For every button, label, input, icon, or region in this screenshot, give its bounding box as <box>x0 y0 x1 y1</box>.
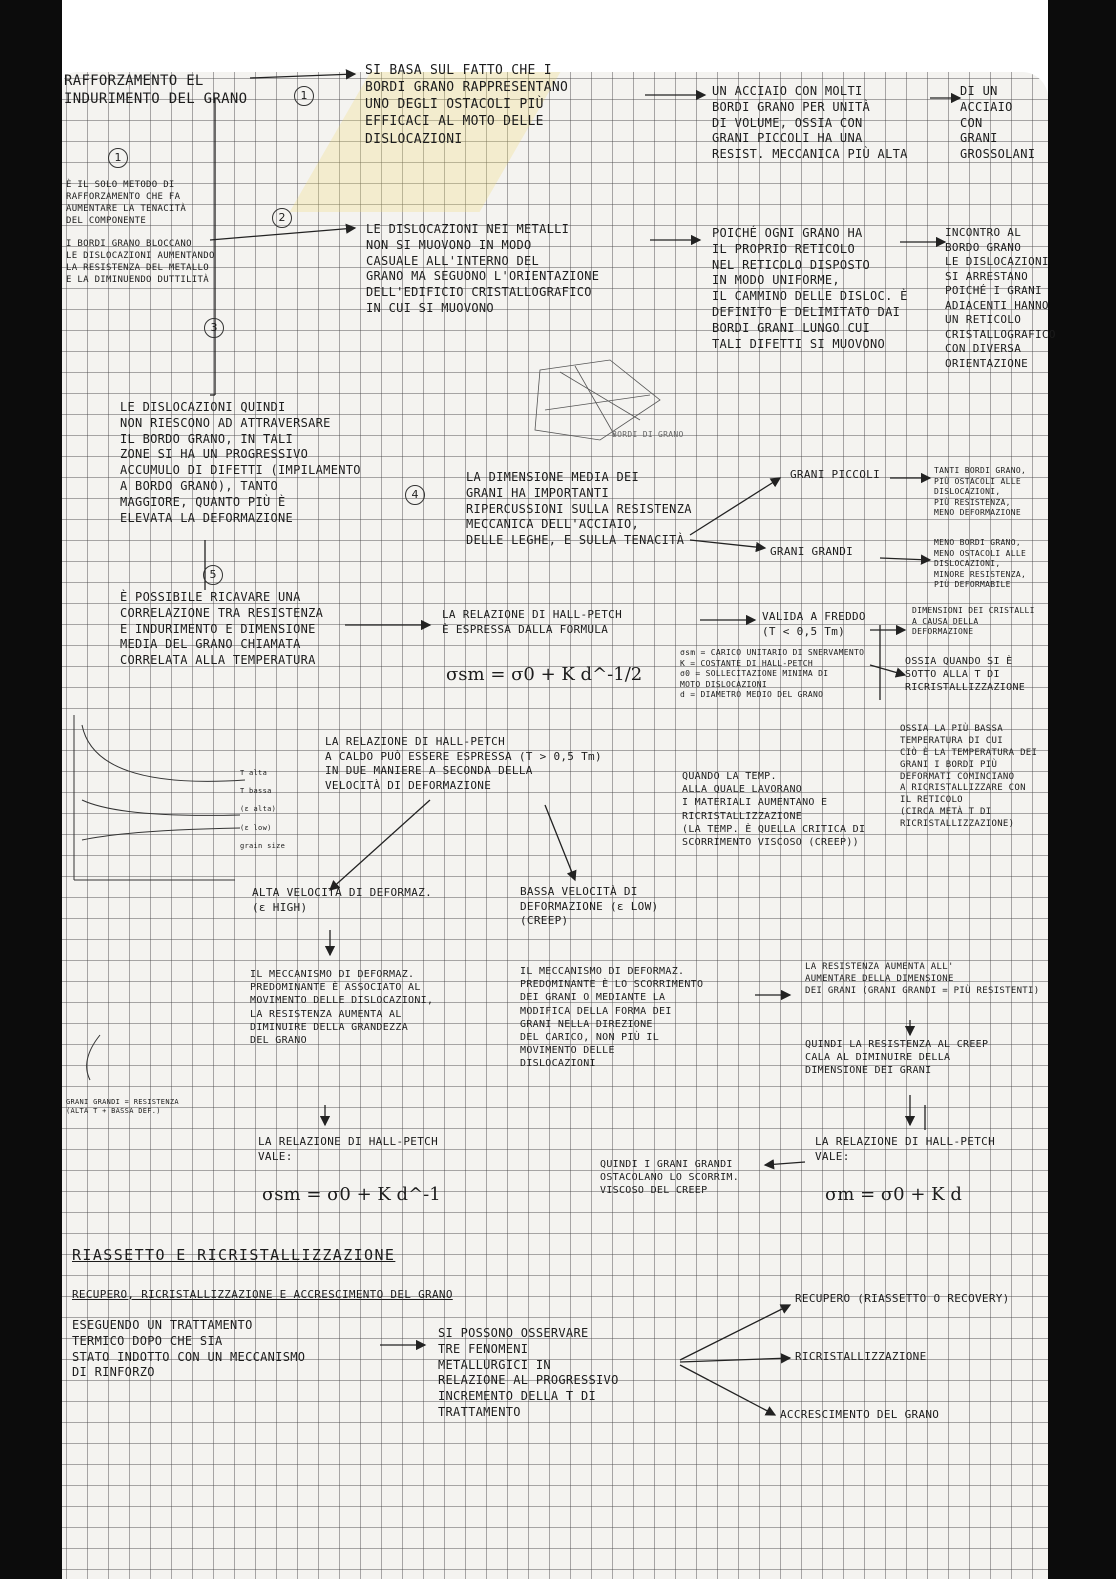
item-accrescimento: ACCRESCIMENTO DEL GRANO <box>780 1408 940 1421</box>
item-ricristallizzazione: RICRISTALLIZZAZIONE <box>795 1350 927 1363</box>
note-poiche: POICHÉ OGNI GRANO HA IL PROPRIO RETICOLO NEL RETICOLO DISPOSTO IN MODO UNIFORME, IL CAMMINO DELLE DISLOC. È DEFINITO E DELIMITATO DAI BORDI GRANI LUNGO CUI TALI DIFETTI SI MUOVONO <box>712 226 908 351</box>
note-cristalli: DIMENSIONI DEI CRISTALLI A CAUSA DELLA DEFORMAZIONE <box>912 606 1035 637</box>
note-resistenza-aumenta: LA RESISTENZA AUMENTA ALL' AUMENTARE DELLA DIMENSIONE DEI GRANI (GRANI GRANDI = PIÙ RESISTENTI) <box>805 962 1040 996</box>
note-bassa-velocita: BASSA VELOCITÀ DI DEFORMAZIONE (ε LOW) (CREEP) <box>520 885 659 928</box>
note-temperatura-creep: OSSIA LA PIÙ BASSA TEMPERATURA DI CUI CIÒ È LA TEMPERATURA DEI GRANI I BORDI PIÙ DEFORMATI COMINCIANO A RICRISTALLIZZARE CON IL RETICOLO (CIRCA METÀ T DI RICRISTALLIZZAZIONE) <box>900 724 1038 829</box>
note-hall-petch-vale-left: LA RELAZIONE DI HALL-PETCH VALE: <box>258 1135 438 1163</box>
note-correlazione: È POSSIBILE RICAVARE UNA CORRELAZIONE TRA RESISTENZA E INDURIMENTO E DIMENSIONE MEDIA DEL GRANO CHIAMATA CORRELATA ALLA TEMPERATURA <box>120 590 324 668</box>
formula-hall-petch-bassa: σm = σ0 + K d <box>825 1184 962 1205</box>
note-dimensione-media: LA DIMENSIONE MEDIA DEI GRANI HA IMPORTANTI RIPERCUSSIONI SULLA RESISTENZA MECCANICA DELL'ACCIAIO, DELLE LEGHE, E SULLA TENACITÀ <box>466 470 692 548</box>
note-hall-petch-vale-right: LA RELAZIONE DI HALL-PETCH VALE: <box>815 1135 995 1163</box>
note-accumulo: LE DISLOCAZIONI QUINDI NON RIESCONO AD ATTRAVERSARE IL BORDO GRANO, IN TALI ZONE SI HA UN PROGRESSIVO ACCUMULO DI DIFETTI (IMPILAMENTO A BORDO GRANO), TANTO MAGGIORE, QUANTO PIÙ È ELEVATA LA DEFORMAZIONE <box>120 400 361 525</box>
note-creep: QUINDI LA RESISTENZA AL CREEP CALA AL DIMINUIRE DELLA DIMENSIONE DEI GRANI <box>805 1039 989 1077</box>
step-number: 4 <box>405 485 425 505</box>
step-number: 5 <box>203 565 223 585</box>
note-bordi-grano: SI BASA SUL FATTO CHE I BORDI GRANO RAPPRESENTANO UNO DEGLI OSTACOLI PIÙ EFFICACI AL MOTO DELLE DISLOCAZIONI <box>365 63 569 147</box>
note-grani-grandi-small: GRANI GRANDI = RESISTENZA (ALTA T + BASSA DEF.) <box>66 1098 179 1116</box>
note-trattamento: ESEGUENDO UN TRATTAMENTO TERMICO DOPO CHE SIA STATO INDOTTO CON UN MECCANISMO DI RINFORZO <box>72 1318 306 1380</box>
section-heading: RIASSETTO E RICRISTALLIZZAZIONE <box>72 1246 396 1264</box>
section-subheading: RECUPERO, RICRISTALLIZZAZIONE E ACCRESCIMENTO DEL GRANO <box>72 1288 453 1301</box>
note-fenomeni: SI POSSONO OSSERVARE TRE FENOMENI METALLURGICI IN RELAZIONE AL PROGRESSIVO INCREMENTO DELLA T DI TRATTAMENTO <box>438 1326 619 1420</box>
label-grani-piccoli: GRANI PICCOLI <box>790 468 880 481</box>
item-recupero: RECUPERO (RIASSETTO O RECOVERY) <box>795 1292 1010 1305</box>
note-alta-velocita: ALTA VELOCITÀ DI DEFORMAZ. (ε HIGH) <box>252 886 432 914</box>
step-number: 2 <box>272 208 292 228</box>
formula-hall-petch: σsm = σ0 + K d^-1/2 <box>446 664 643 685</box>
formula-legend: σsm = CARICO UNITARIO DI SNERVAMENTO K = COSTANTE DI HALL-PETCH σ0 = SOLLECITAZIONE MINIMA DI MOTO DISLOCAZIONI d = DIAMETRO MEDIO DEL GRANO <box>680 648 865 700</box>
note-temperatura: QUANDO LA TEMP. ALLA QUALE LAVORANO I MATERIALI AUMENTANO E RICRISTALLIZZAZIONE (LA TEMP. È QUELLA CRITICA DI SCORRIMENTO VISCOSO (CREEP)) <box>682 771 866 848</box>
sketch-chart-labels: T alta T bassa (ε alta) (ε low) grain size <box>240 769 286 850</box>
step-number: 3 <box>204 318 224 338</box>
note-incontro: INCONTRO AL BORDO GRANO LE DISLOCAZIONI SI ARRESTANO POICHÉ I GRANI ADIACENTI HANNO UN RETICOLO CRISTALLOGRAFICO CON DIVERSA ORIENTAZIONE <box>945 226 1056 370</box>
note-grani-grandi-creep: QUINDI I GRANI GRANDI OSTACOLANO LO SCORRIM. VISCOSO DEL CREEP <box>600 1159 740 1197</box>
note-hall-petch: LA RELAZIONE DI HALL-PETCH È ESPRESSA DALLA FORMULA <box>442 608 622 636</box>
label-grani-grandi: GRANI GRANDI <box>770 545 854 558</box>
note-side-tenacita: È IL SOLO METODO DI RAFFORZAMENTO CHE FA AUMENTARE LA TENACITÀ DEL COMPONENTE I BORDI GRANO BLOCCANO LE DISLOCAZIONI AUMENTANDO LA RESISTENZA DEL METALLO E LA DIMINUENDO DUTTILITÀ <box>66 180 215 285</box>
note-grossolani: DI UN ACCIAIO CON GRANI GROSSOLANI <box>960 84 1036 162</box>
step-number: 1 <box>294 86 314 106</box>
note-acciaio: UN ACCIAIO CON MOLTI BORDI GRANO PER UNITÀ DI VOLUME, OSSIA CON GRANI PICCOLI HA UNA RESIST. MECCANICA PIÙ ALTA <box>712 84 908 162</box>
note-hall-petch-caldo: LA RELAZIONE DI HALL-PETCH A CALDO PUÒ ESSERE ESPRESSA (T > 0,5 Tm) IN DUE MANIERE A SECONDA DELLA VELOCITÀ DI DEFORMAZIONE <box>325 735 602 792</box>
note-meccanismo-alta: IL MECCANISMO DI DEFORMAZ. PREDOMINANTE È ASSOCIATO AL MOVIMENTO DELLE DISLOCAZIONI, LA RESISTENZA AUMENTA AL DIMINUIRE DELLA GRANDEZZA DEL GRANO <box>250 969 434 1046</box>
note-dislocazioni: LE DISLOCAZIONI NEI METALLI NON SI MUOVONO IN MODO CASUALE ALL'INTERNO DEL GRANO MA SEGUONO L'ORIENTAZIONE DELL'EDIFICIO CRISTALLOGRAFICO IN CUI SI MUOVONO <box>366 222 600 316</box>
section-title: RAFFORZAMENTO EL INDURIMENTO DEL GRANO <box>64 73 248 108</box>
sketch-caption: BORDI DI GRANO <box>612 430 684 439</box>
note-valida-freddo: VALIDA A FREDDO (T < 0,5 Tm) <box>762 610 866 638</box>
note-grani-piccoli: TANTI BORDI GRANO, PIÙ OSTACOLI ALLE DISLOCAZIONI, PIÙ RESISTENZA, MENO DEFORMAZIONE <box>934 466 1027 518</box>
note-meccanismo-bassa: IL MECCANISMO DI DEFORMAZ. PREDOMINANTE È LO SCORRIMENTO DEI GRANI O MEDIANTE LA MODIFICA DELLA FORMA DEI GRANI NELLA DIREZIONE DEL CARICO, NON PIÙ IL MOVIMENTO DELLE DISLOCAZIONI <box>520 966 704 1070</box>
note-grani-grandi: MENO BORDI GRANO, MENO OSTACOLI ALLE DISLOCAZIONI, MINORE RESISTENZA, PIÙ DEFORMABILE <box>934 538 1027 590</box>
step-number: 1 <box>108 148 128 168</box>
note-sotto-t: OSSIA QUANDO SI È SOTTO ALLA T DI RICRISTALLIZZAZIONE <box>905 656 1026 694</box>
formula-hall-petch-alta: σsm = σ0 + K d^-1 <box>262 1184 441 1205</box>
